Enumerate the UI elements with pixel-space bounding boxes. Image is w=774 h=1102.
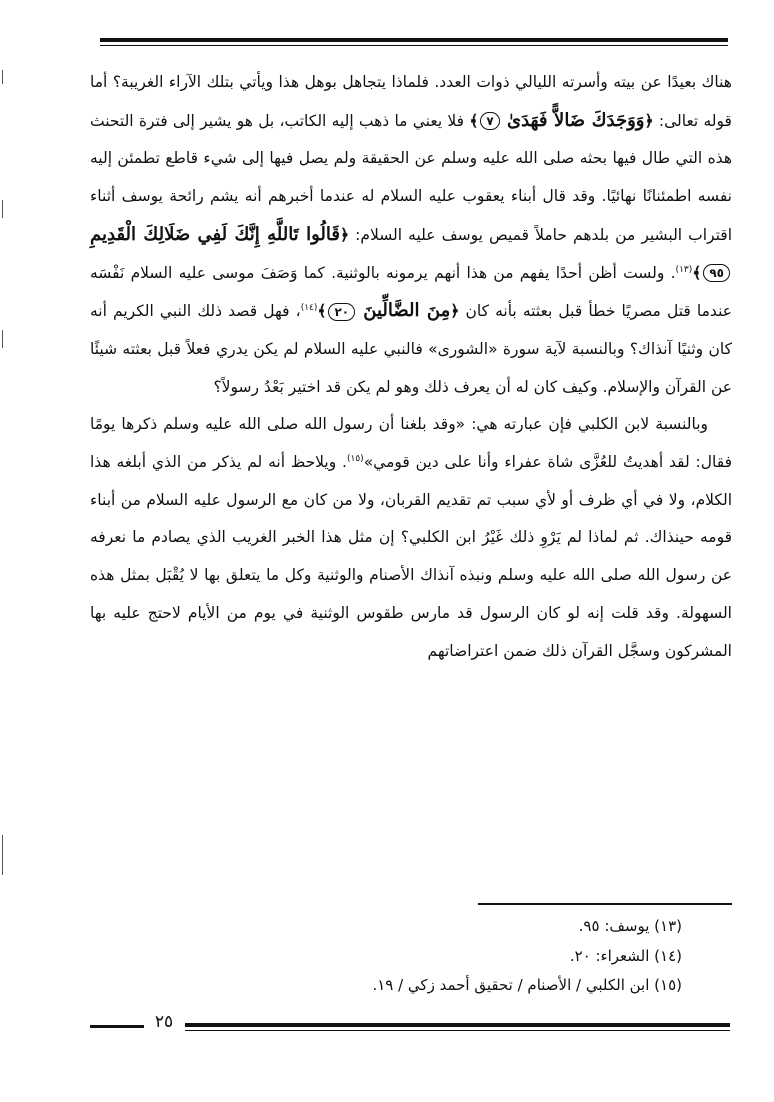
footnote-separator bbox=[478, 903, 732, 905]
quran-close-brace: ﴾ bbox=[317, 302, 327, 321]
footnote-14: (١٤) الشعراء: ٢٠. bbox=[569, 946, 682, 965]
header-rule-thin bbox=[100, 45, 728, 46]
quran-close-brace: ﴾ bbox=[469, 111, 479, 130]
scan-edge-mark bbox=[2, 70, 3, 84]
paragraph-1-text-1: هناك بعيدًا عن بيته وأسرته الليالي ذوات العدد. فلماذا يتجاهل بوهل هذا ويأتي بتلك الآراء الغريبة؟ أما قوله تعالى: bbox=[90, 73, 732, 130]
quran-close-brace: ﴾ bbox=[692, 263, 702, 282]
footnotes bbox=[240, 912, 682, 1001]
quran-open-brace: ﴿ bbox=[644, 111, 654, 130]
page-number: ٢٥ bbox=[154, 1012, 174, 1032]
scan-edge-mark bbox=[2, 200, 3, 218]
paragraph-1-text-4: ، فهل قصد ذلك النبي الكريم أنه كان وثنيًا آنذاك؟ وبالنسبة لآية سورة «الشورى» فالنبي عليه السلام لم يكن يدري فعلاً قبل بعثته شيئًا عن القرآن والإسلام. وكيف كان له أن يعرف ذلك وهو لم يكن قد اختير بَعْدُ رسولاً؟ bbox=[90, 302, 732, 396]
quran-verse-shuara-20: مِنَ الضَّالِّينَ bbox=[363, 300, 451, 322]
footer-rule-thin bbox=[185, 1030, 730, 1031]
paragraph-2-text-1: وبالنسبة لابن الكلبي فإن عبارته هي: «وقد بلغنا أن رسول الله صلى الله عليه وسلم ذكرها يومًا فقال: لقد أهديتُ للعُزَّى شاة عفراء وأنا على دين قومي» bbox=[90, 415, 732, 472]
footer-rule-thick bbox=[185, 1023, 730, 1027]
header-rule-thick bbox=[100, 38, 728, 42]
ayah-number-7: ٧ bbox=[480, 112, 499, 130]
quran-verse-duha-7: وَوَجَدَكَ ضَالاًّ فَهَدَىٰ bbox=[507, 109, 645, 131]
ayah-number-95: ٩٥ bbox=[703, 264, 730, 282]
footer-rule-left bbox=[90, 1025, 144, 1028]
paragraph-2 bbox=[90, 406, 732, 670]
footnote-ref-14[interactable]: (١٤) bbox=[300, 303, 318, 314]
scan-edge-mark bbox=[2, 330, 3, 348]
quran-verse-yusuf-95: قَالُوا تَاللَّهِ إِنَّكَ لَفِي ضَلَالِكَ الْقَدِيمِ bbox=[90, 223, 340, 245]
footnote-ref-13[interactable]: (١٣) bbox=[675, 264, 693, 275]
footnote-13: (١٣) يوسف: ٩٥. bbox=[578, 917, 682, 935]
footnote-ref-15[interactable]: (١٥) bbox=[346, 453, 364, 464]
paragraph-1-text-3: . ولست أظن أحدًا يفهم من هذا أنهم يرمونه بالوثنية. كما وَصَفَ موسى عليه السلام نَفْسَه عندما قتل مصريًا خطأ قبل بعثته بأنه كان bbox=[90, 263, 732, 321]
ayah-number-20: ٢٠ bbox=[328, 303, 355, 321]
paragraph-1 bbox=[90, 64, 732, 406]
quran-open-brace: ﴿ bbox=[339, 225, 350, 244]
paragraph-2-text-2: . ويلاحظ أنه لم يذكر من الذي أبلغه هذا الكلام، ولا في أي ظرف أو لأي سبب تم تقديم القربان، ولا من كان مع الرسول عليه السلام من أبناء قومه حينذاك. ثم لماذا لم يَرْوِ ذلك غَيْرُ ابن الكلبي؟ إن مثل هذا الخبر الغريب الذي يصادم ما نعرفه عن رسول الله صلى الله عليه وسلم ونبذه آنذاك الأصنام والوثنية وكل ما يتعلق بها لا يُقْبَل بمثل هذه السهولة. وقد قلت إنه لو كان الرسول قد مارس طقوس الوثنية في يوم من الأيام لاحتج عليه بها المشركون وسجَّل القرآن ذلك ضمن اعتراضاتهم bbox=[90, 453, 732, 660]
quran-open-brace: ﴿ bbox=[450, 302, 460, 321]
footnote-15: (١٥) ابن الكلبي / الأصنام / تحقيق أحمد زكي / ١٩. bbox=[372, 976, 682, 994]
paragraph-1-text-2: فلا يعني ما ذهب إليه الكاتب، بل هو يشير إلى فترة التحنث هذه التي طال فيها بحثه صلى الله عليه وسلم عن الحقيقة ولم يصل فيها إلى شيء قاطع تطمئن إليه نفسه اطمئنانًا نهائيًا. وقد قال أبناء يعقوب عليه السلام له عندما أخبرهم أنه يشم رائحة يوسف أثناء اقتراب البشير من بلدهم حاملاً قميص يوسف عليه السلام: bbox=[90, 111, 733, 244]
scan-edge-mark bbox=[2, 835, 3, 875]
main-text bbox=[90, 64, 732, 670]
